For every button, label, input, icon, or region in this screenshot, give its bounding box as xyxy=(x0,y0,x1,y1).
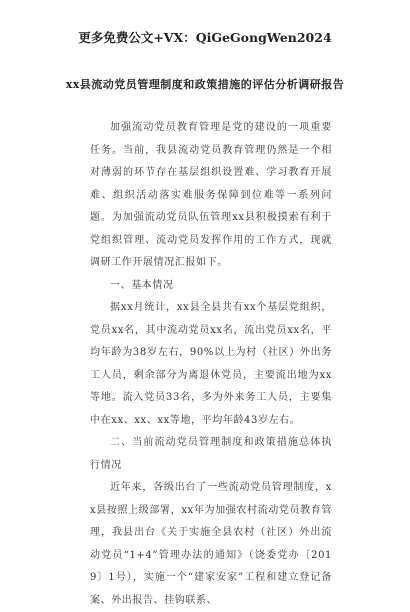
paragraph-basic-info: 据xx月统计，xx县全县共有xx个基层党组织，党员xx名，其中流动党员xx名，流出党员xx名，平均年龄为38岁左右，90%以上为村（社区）外出务工人员，剩余部分为离退休党员，主要流出地为xx等地。流入党员33名，多为外来务工人员，主要集中在xx、xx、xx等地，平均年龄43岁左右。 xyxy=(90,302,332,426)
paragraph-intro: 加强流动党员教育管理是党的建设的一项重要任务。当前，我县流动党员教育管理仍然是一个相对薄弱的环节存在基层组织设置难、学习教育开展难、组织活动落实难服务保障到位难等一系列问题。为加强流动党员队伍管理xx县积极摸索有利于党组织管理、流动党员发挥作用的工作方式，现就调研工作开展情况汇报如下。 xyxy=(90,122,332,268)
document-title: xx县流动党员管理制度和政策措施的评估分析调研报告 xyxy=(65,78,345,91)
paragraph-execution: 近年来，各级出台了一些流动党员管理制度，xx县按照上级部署，xx年为加强农村流动党员教育管理，我县出台《关于实施全县农村（社区）外出流动党员“1+4”管理办法的通知》（饶委党办〔2019〕1号），实施一个“建家安家”工程和建立登记备案、外出报告、挂钩联系、 xyxy=(90,482,332,606)
document-body xyxy=(90,117,332,612)
page-header-ad: 更多免费公文+VX：QiGeGongWen2024 xyxy=(78,30,332,45)
section-heading-execution: 二、当前流动党员管理制度和政策措施总体执行情况 xyxy=(90,437,332,471)
section-heading-basic-info: 一、基本情况 xyxy=(110,279,174,291)
